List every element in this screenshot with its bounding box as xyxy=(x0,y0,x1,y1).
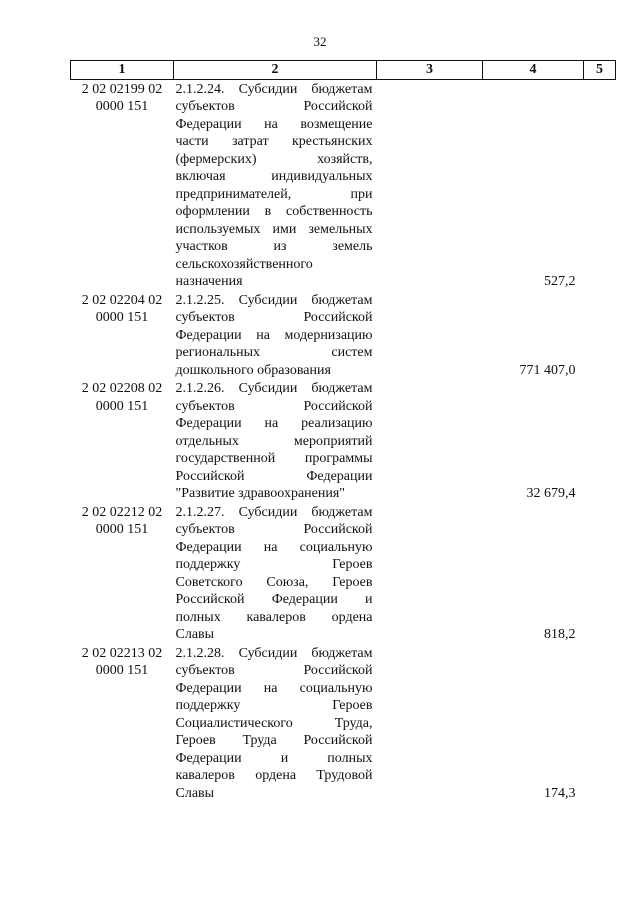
row-code xyxy=(71,644,174,803)
description-line: полных кавалеров ордена xyxy=(175,609,373,625)
table-row xyxy=(71,79,616,291)
description-line: субъектов Российской xyxy=(175,663,373,678)
description-line: субъектов Российской xyxy=(175,398,373,414)
row-col3 xyxy=(377,644,483,803)
description-line: отдельных мероприятий xyxy=(175,433,373,449)
row-code xyxy=(71,291,174,380)
column-header-5: 5 xyxy=(584,61,616,80)
row-col3 xyxy=(377,503,483,644)
code-line: 2 02 02213 02 xyxy=(81,645,163,661)
description-line: назначения xyxy=(175,274,243,289)
table-row xyxy=(71,644,616,803)
description-line: 2.1.2.27. Субсидии бюджетам xyxy=(175,504,373,520)
description-line: оформлении в собственность xyxy=(175,204,373,219)
table-row xyxy=(71,503,616,644)
description-line: Федерации на модернизацию xyxy=(175,327,373,343)
description-line: поддержку Героев xyxy=(175,698,373,713)
row-col3 xyxy=(377,79,483,291)
code-line: 0000 151 xyxy=(95,99,149,114)
header-row xyxy=(71,61,616,80)
row-description xyxy=(174,79,377,291)
code-line: 0000 151 xyxy=(95,522,149,537)
row-amount: 527,2 xyxy=(544,274,576,289)
description-line: государственной программы xyxy=(175,451,373,466)
description-line: кавалеров ордена Трудовой xyxy=(175,768,373,783)
code-line: 0000 151 xyxy=(95,310,149,325)
row-col5 xyxy=(584,79,616,291)
column-header-3: 3 xyxy=(377,61,483,80)
description-line: сельскохозяйственного xyxy=(175,256,313,272)
row-amount: 174,3 xyxy=(544,785,576,801)
column-header-2: 2 xyxy=(174,61,377,80)
description-line: 2.1.2.25. Субсидии бюджетам xyxy=(175,292,373,308)
row-col5 xyxy=(584,291,616,380)
description-line: (фермерских) хозяйств, xyxy=(175,151,373,167)
description-line: дошкольного образования xyxy=(175,362,331,378)
row-code xyxy=(71,79,174,291)
description-line: 2.1.2.26. Субсидии бюджетам xyxy=(175,381,373,396)
description-line: Федерации и полных xyxy=(175,750,373,766)
description-line: Российской Федерации xyxy=(175,468,373,484)
code-line: 0000 151 xyxy=(95,663,149,678)
description-line: используемых ими земельных xyxy=(175,221,373,237)
row-col3 xyxy=(377,291,483,380)
description-line: 2.1.2.24. Субсидии бюджетам xyxy=(175,81,373,97)
description-line: Федерации на возмещение xyxy=(175,116,373,132)
row-col5 xyxy=(584,503,616,644)
row-amount: 818,2 xyxy=(544,627,576,642)
code-line: 2 02 02208 02 xyxy=(81,381,163,396)
row-description xyxy=(174,503,377,644)
description-line: Славы xyxy=(175,627,215,642)
description-line: Федерации на социальную xyxy=(175,680,373,696)
code-line: 0000 151 xyxy=(95,398,149,414)
description-line: части затрат крестьянских xyxy=(175,134,373,149)
description-line: включая индивидуальных xyxy=(175,169,373,184)
description-line: Героев Труда Российской xyxy=(175,733,373,748)
description-line: Федерации на реализацию xyxy=(175,416,373,431)
description-line: субъектов Российской xyxy=(175,522,373,537)
code-line: 2 02 02204 02 xyxy=(81,292,163,308)
code-line: 2 02 02199 02 xyxy=(81,81,163,97)
row-code xyxy=(71,503,174,644)
table-row xyxy=(71,291,616,380)
row-description xyxy=(174,644,377,803)
row-amount: 771 407,0 xyxy=(519,362,576,378)
description-line: Федерации на социальную xyxy=(175,539,373,555)
description-line: предпринимателей, при xyxy=(175,186,373,202)
description-line: "Развитие здравоохранения" xyxy=(175,486,346,501)
row-amount: 32 679,4 xyxy=(526,486,576,501)
description-line: поддержку Героев xyxy=(175,557,373,572)
description-line: 2.1.2.28. Субсидии бюджетам xyxy=(175,645,373,661)
table-body xyxy=(71,79,616,802)
description-line: субъектов Российской xyxy=(175,99,373,114)
row-col5 xyxy=(584,379,616,503)
row-col3 xyxy=(377,379,483,503)
description-line: участков из земель xyxy=(175,239,373,254)
description-line: Социалистического Труда, xyxy=(175,715,373,731)
description-line: Славы xyxy=(175,785,215,801)
row-col5 xyxy=(584,644,616,803)
table-row xyxy=(71,379,616,503)
description-line: Российской Федерации и xyxy=(175,592,373,607)
row-description xyxy=(174,379,377,503)
row-description xyxy=(174,291,377,380)
page-number: 32 xyxy=(313,34,327,49)
column-header-1: 1 xyxy=(71,61,174,80)
budget-table xyxy=(70,60,616,802)
description-line: региональных систем xyxy=(175,345,373,360)
description-line: Советского Союза, Героев xyxy=(175,574,373,590)
row-code xyxy=(71,379,174,503)
description-line: субъектов Российской xyxy=(175,310,373,325)
code-line: 2 02 02212 02 xyxy=(81,504,163,520)
column-header-4: 4 xyxy=(483,61,584,80)
